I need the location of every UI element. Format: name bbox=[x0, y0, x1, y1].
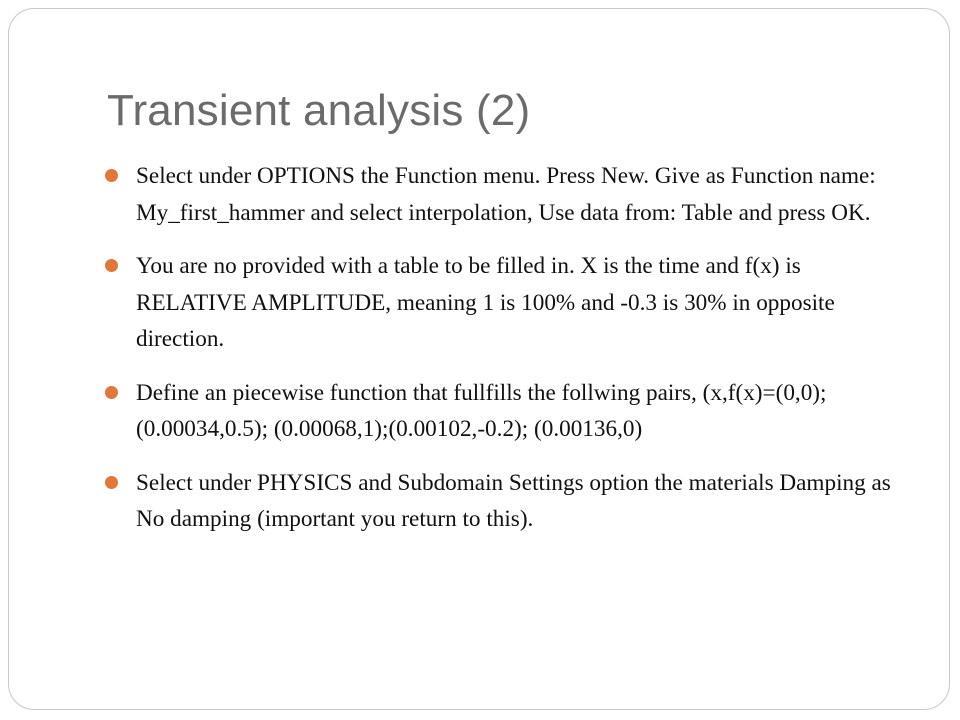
bullet-dot-icon bbox=[105, 386, 118, 399]
bullet-text-3: Define an piecewise function that fullfills the follwing pairs, (x,f(x)=(0,0);(0.00034,0.5); (0.00068,1);(0.00102,-0.2); (0.00136,0) bbox=[136, 379, 827, 442]
slide-title: Transient analysis (2) bbox=[107, 86, 531, 135]
bullet-item-4 bbox=[105, 465, 895, 538]
bullet-list bbox=[105, 158, 895, 555]
bullet-text-2: You are no provided with a table to be filled in. X is the time and f(x) is RELATIVE AMPLITUDE, meaning 1 is 100% and -0.3 is 30% in opposite direction. bbox=[136, 253, 835, 352]
bullet-text-1: Select under OPTIONS the Function menu. Press New. Give as Function name: My_first_hammer and select interpolation, Use data from: Table and press OK. bbox=[136, 163, 876, 226]
bullet-item-2 bbox=[105, 248, 895, 358]
bullet-dot-icon bbox=[105, 259, 118, 272]
bullet-dot-icon bbox=[105, 476, 118, 489]
bullet-dot-icon bbox=[105, 169, 118, 182]
bullet-item-3 bbox=[105, 375, 895, 448]
bullet-item-1 bbox=[105, 158, 895, 231]
bullet-text-4: Select under PHYSICS and Subdomain Settings option the materials Damping as No damping (important you return to this). bbox=[136, 469, 891, 532]
